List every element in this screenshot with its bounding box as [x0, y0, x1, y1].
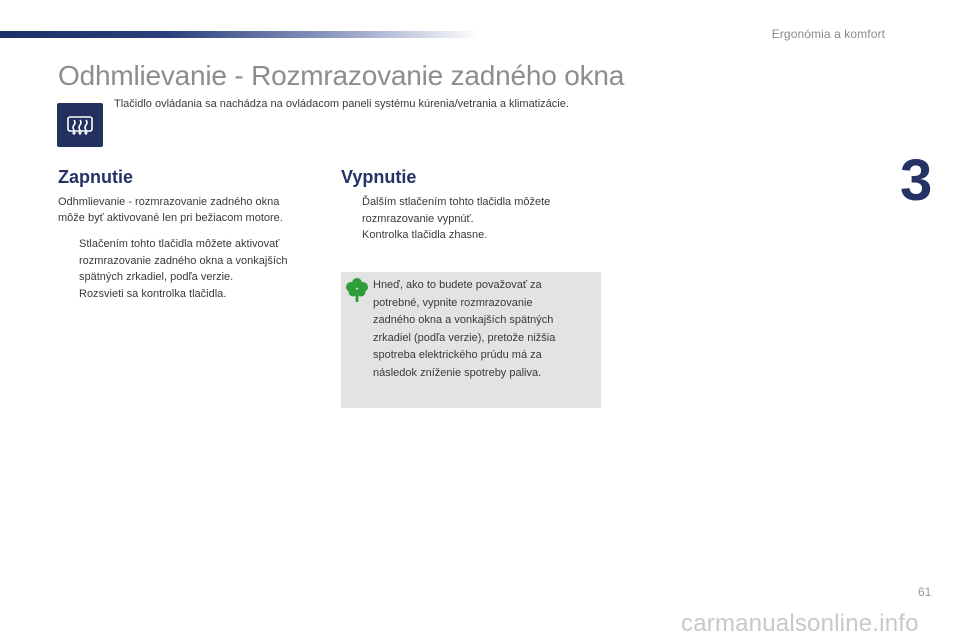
zapnutie-bullet-line: Stlačením tohto tlačidla môžete aktivovať [79, 238, 280, 250]
section-heading-zapnutie: Zapnutie [58, 167, 133, 187]
page-number: 61 [918, 585, 932, 599]
zapnutie-line: Odhmlievanie - rozmrazovanie zadného okna [58, 196, 280, 208]
zapnutie-bullet [58, 236, 328, 302]
section-heading-vypnutie: Vypnutie [341, 167, 417, 187]
zapnutie-bullet-line: spätných zrkadiel, podľa verzie. [79, 271, 234, 283]
eco-tip-line: Hneď, ako to budete považovať za [373, 279, 542, 291]
chapter-title: Ergonómia a komfort [771, 27, 885, 41]
rear-defrost-icon [65, 113, 95, 137]
vypnutie-bullet [341, 194, 611, 244]
vypnutie-bullet-line: Ďalším stlačením tohto tlačidla môžete [362, 196, 551, 208]
eco-tree-icon [345, 277, 369, 303]
eco-tip-line: zadného okna a vonkajších spätných [373, 314, 554, 326]
rear-defrost-button-image [57, 103, 103, 147]
header-gradient-bar [0, 31, 480, 38]
zapnutie-paragraph [58, 194, 328, 226]
eco-tip-line: následok zníženie spotreby paliva. [373, 366, 542, 379]
eco-tip-line: zrkadiel (podľa verzie), pretože nižšia [373, 331, 556, 344]
eco-tip-line: potrebné, vypnite rozmrazovanie [373, 296, 533, 309]
zapnutie-line: môže byť aktivované len pri bežiacom motore. [58, 212, 283, 224]
intro-text: Tlačidlo ovládania sa nachádza na ovládacom paneli systému kúrenia/vetrania a klimatizácie. [114, 98, 569, 110]
eco-tip-box [341, 272, 601, 408]
vypnutie-bullet-line: rozmrazovanie vypnúť. [362, 212, 474, 225]
chapter-number: 3 [900, 148, 933, 213]
watermark: carmanualsonline.info [681, 610, 919, 637]
eco-tip-line: spotreba elektrického prúdu má za [373, 349, 542, 361]
page-title: Odhmlievanie - Rozmrazovanie zadného okna [58, 60, 625, 91]
eco-tip-text [373, 277, 593, 382]
zapnutie-bullet-line: rozmrazovanie zadného okna a vonkajších [79, 254, 288, 267]
vypnutie-bullet-line: Kontrolka tlačidla zhasne. [362, 229, 488, 241]
zapnutie-bullet-line: Rozsvieti sa kontrolka tlačidla. [79, 287, 227, 300]
